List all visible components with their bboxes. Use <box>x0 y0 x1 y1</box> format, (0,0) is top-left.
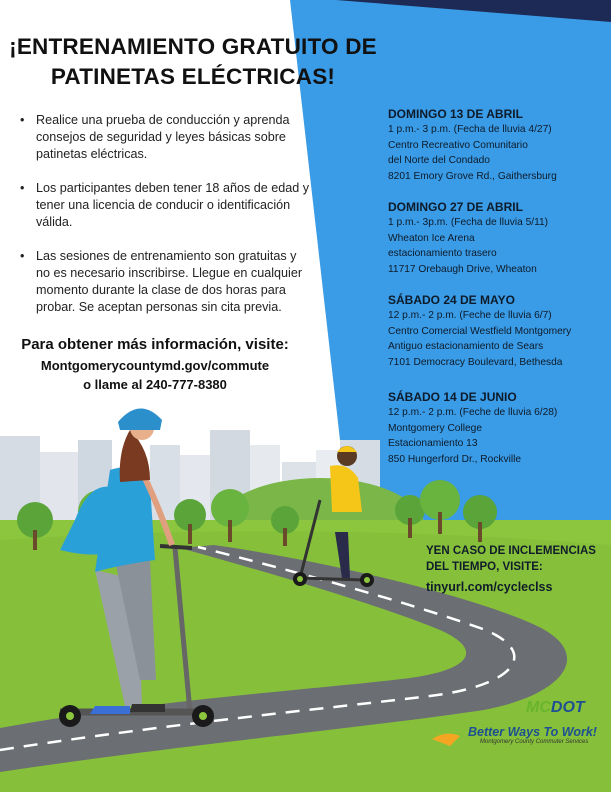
mcdot-logo <box>526 699 590 721</box>
bullet-text-line: momento durante la clase de dos horas para <box>36 283 286 297</box>
schedule-entry <box>388 106 603 184</box>
bullet-item <box>20 112 340 163</box>
bullet-text-line: Realice una prueba de conducción y aprenda <box>36 113 290 127</box>
schedule-line: 7101 Democracy Boulevard, Bethesda <box>388 356 563 368</box>
better-ways-to-work-logo <box>444 725 597 745</box>
bullet-item <box>20 180 340 231</box>
bwtw-logo-subtitle: Montgomery County Commuter Services <box>480 739 589 745</box>
mcdot-logo-mc: MC <box>526 699 551 716</box>
page-title-line-1: ¡ENTRENAMIENTO GRATUITO DE <box>9 34 377 59</box>
schedule-entry <box>388 292 603 370</box>
schedule-line: 1 p.m.- 3p.m. (Fecha de lluvia 5/11) <box>388 217 549 228</box>
schedule-line: 12 p.m.- 2 p.m. (Feche de lluvia 6/28) <box>388 407 558 418</box>
schedule-date: DOMINGO 13 DE ABRIL <box>388 107 523 121</box>
schedule-line: Antiguo estacionamiento de Sears <box>388 341 544 352</box>
bullet-text-line: consejos de seguridad y leyes básicas sobre <box>36 130 286 144</box>
schedule-line: 11717 Orebaugh Drive, Wheaton <box>388 263 537 275</box>
schedule-date: DOMINGO 27 DE ABRIL <box>388 200 523 214</box>
bullet-text-line: tener una licencia de conducir o identificación <box>36 198 291 212</box>
schedule-line: Centro Comercial Westfield Montgomery <box>388 325 572 337</box>
bullet-text-line: patinetas eléctricas. <box>36 147 148 161</box>
schedule-line: 850 Hungerford Dr., Rockville <box>388 453 522 465</box>
bullet-text-line: válida. <box>36 215 73 229</box>
schedule-line: 12 p.m.- 2 p.m. (Feche de lluvia 6/7) <box>388 310 552 321</box>
info-phone: o llame al 240-777-8380 <box>83 377 227 392</box>
bullet-icon: • <box>20 181 25 195</box>
weather-line-1: YEN CASO DE INCLEMENCIAS <box>426 545 596 557</box>
bullet-text-line: Los participantes deben tener 18 años de edad y <box>36 181 310 195</box>
bullet-text-line: Las sesiones de entrenamiento son gratuitas y <box>36 249 297 263</box>
page-title-line-2: PATINETAS ELÉCTRICAS! <box>50 64 336 89</box>
bullet-icon: • <box>20 249 25 263</box>
schedule-date: SÁBADO 14 DE JUNIO <box>388 390 517 404</box>
schedule-entry <box>388 199 603 277</box>
schedule-line: Centro Recreativo Comunitario <box>388 139 528 151</box>
weather-link[interactable]: tinyurl.com/cycleclss <box>426 580 553 594</box>
schedule-entry <box>388 389 603 467</box>
schedule-line: estacionamiento trasero <box>388 248 497 259</box>
bullet-item <box>20 248 340 316</box>
mcdot-logo-dot: DOT <box>550 699 585 716</box>
schedule-line: 1 p.m.- 3 p.m. (Fecha de lluvia 4/27) <box>388 124 552 135</box>
weather-notice <box>426 543 611 595</box>
info-bullet-list <box>20 112 340 333</box>
bullet-icon: • <box>20 113 25 127</box>
info-website-link[interactable]: Montgomerycountymd.gov/commute <box>40 358 270 373</box>
schedule-line: Montgomery College <box>388 422 482 434</box>
schedule-line: 8201 Emory Grove Rd., Gaithersburg <box>388 170 557 182</box>
weather-line-2: DEL TIEMPO, VISITE: <box>426 561 543 573</box>
bullet-text-line: probar. Se aceptan personas sin cita previa. <box>36 300 282 314</box>
schedule-date: SÁBADO 24 DE MAYO <box>388 293 515 307</box>
schedule-line: Estacionamiento 13 <box>388 438 478 449</box>
schedule-line: Wheaton Ice Arena <box>388 232 475 244</box>
bwtw-logo-title: Better Ways To Work! <box>468 725 597 739</box>
bullet-text-line: no es necesario inscribirse. Llegue en cualquier <box>36 266 303 280</box>
info-heading: Para obtener más información, visite: <box>21 336 289 353</box>
schedule-line: del Norte del Condado <box>388 155 490 166</box>
